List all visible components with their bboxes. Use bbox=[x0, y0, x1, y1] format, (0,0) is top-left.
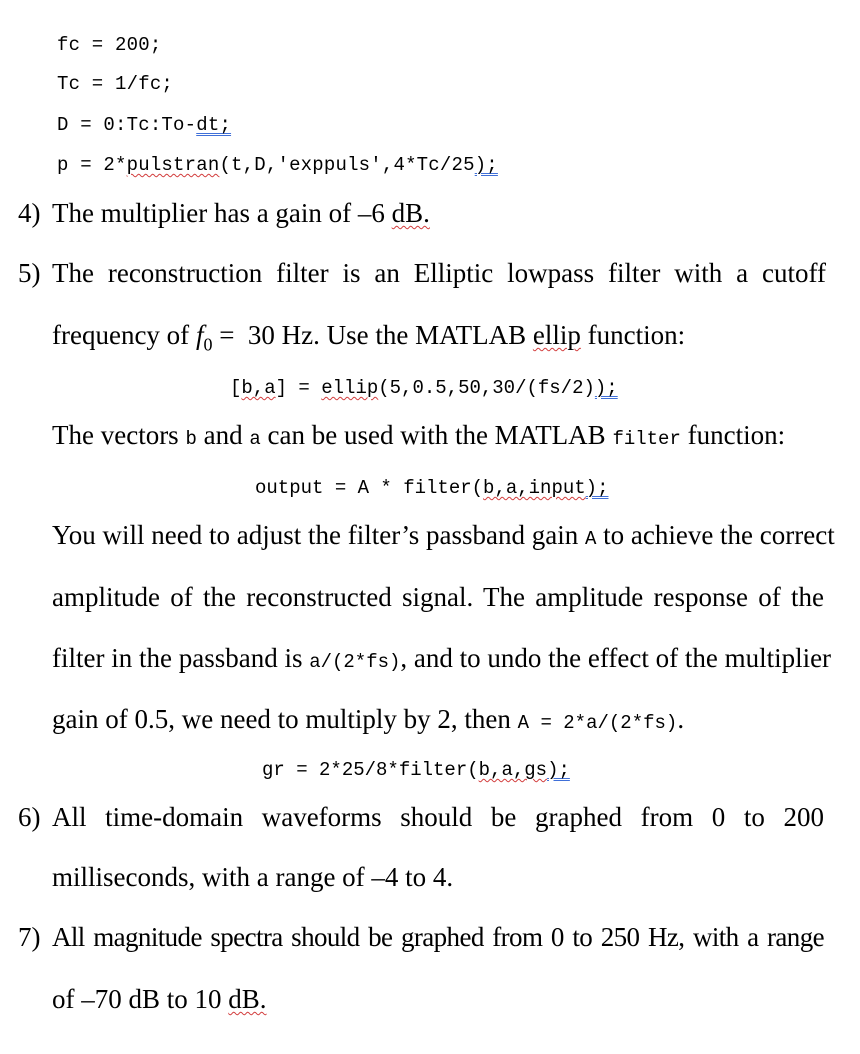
item-text: can be used with the MATLAB bbox=[260, 420, 613, 450]
list-number: 4) bbox=[18, 198, 41, 228]
item-text: All magnitude spectra should be graphed from 0 to 250 Hz, with a range bbox=[52, 922, 824, 952]
item-line bbox=[18, 802, 824, 833]
code-text: [ bbox=[230, 377, 242, 399]
spelling-flag[interactable]: dB. bbox=[228, 984, 267, 1014]
list-item-7 bbox=[18, 922, 824, 953]
inline-code: A = 2*a/(2*fs) bbox=[517, 712, 678, 734]
item-text: amplitude of the reconstructed signal. The amplitude response of the bbox=[52, 582, 824, 612]
code-text: output = A * filter( bbox=[255, 477, 484, 499]
item5-line-vectors bbox=[52, 420, 785, 451]
item-text: and bbox=[196, 420, 250, 450]
item-text: to achieve the correct bbox=[596, 520, 835, 550]
code-line-p bbox=[57, 154, 498, 176]
item-text: The multiplier has a gain of –6 bbox=[52, 198, 392, 228]
subscript: 0 bbox=[203, 334, 213, 355]
item-text: , and to undo the effect of the multiplier bbox=[400, 643, 832, 673]
inline-code: filter bbox=[612, 428, 681, 450]
list-item-5 bbox=[18, 258, 826, 289]
inline-code: a bbox=[249, 428, 261, 450]
item-text: milliseconds, with a range of –4 to 4. bbox=[52, 862, 454, 892]
item-text: function: bbox=[580, 320, 686, 350]
item5-line-frequency bbox=[52, 320, 685, 355]
list-item-4 bbox=[18, 198, 430, 229]
grammar-flag[interactable]: ); bbox=[547, 759, 570, 781]
spelling-flag[interactable]: ellip bbox=[321, 377, 379, 399]
code-text: gr = 2*25/8*filter( bbox=[262, 759, 479, 781]
spelling-flag[interactable]: b,a,input bbox=[483, 477, 586, 499]
grammar-flag[interactable]: ); bbox=[474, 154, 498, 176]
item7-line-2 bbox=[52, 984, 267, 1015]
item-text: All time-domain waveforms should be graphed from 0 to 200 bbox=[52, 802, 824, 832]
code-text: ] = bbox=[275, 377, 322, 399]
code-text: (5,0.5,50,30/(fs/2) bbox=[378, 377, 595, 399]
item-text: The vectors bbox=[52, 420, 186, 450]
code-text: D = 0:Tc:To- bbox=[57, 114, 197, 136]
item-text: = 30 Hz. Use the MATLAB bbox=[212, 320, 533, 350]
spelling-flag[interactable]: b,a,gs bbox=[478, 759, 548, 781]
list-number: 5) bbox=[18, 258, 41, 288]
code-text: p = 2* bbox=[57, 154, 127, 176]
code-line-tc bbox=[57, 73, 173, 95]
spelling-flag[interactable]: b,a bbox=[241, 377, 276, 399]
list-number: 7) bbox=[18, 922, 41, 952]
item-line bbox=[52, 520, 835, 551]
item-line bbox=[52, 643, 832, 674]
item-line bbox=[18, 258, 826, 289]
f0-symbol bbox=[195, 320, 213, 355]
code-line-fc bbox=[57, 34, 161, 56]
item-text: . bbox=[677, 704, 685, 734]
item-text: of –70 dB to 10 bbox=[52, 984, 229, 1014]
spelling-flag[interactable]: dB. bbox=[391, 198, 430, 228]
item-text: The reconstruction filter is an Elliptic lowpass filter with a cutoff bbox=[52, 258, 826, 288]
item5-line-passband bbox=[52, 643, 832, 674]
item-line bbox=[18, 922, 824, 953]
item-text: gain of 0.5, we need to multiply by 2, then bbox=[52, 704, 518, 734]
inline-code: b bbox=[185, 428, 197, 450]
item5-line-adjust bbox=[52, 520, 835, 551]
item-text: filter in the passband is bbox=[52, 643, 310, 673]
inline-code: A bbox=[584, 528, 597, 550]
item5-line-amplitude bbox=[52, 582, 824, 613]
code-line-d bbox=[57, 114, 231, 136]
item5-line-gain bbox=[52, 704, 684, 735]
code-line-ellip bbox=[230, 377, 618, 399]
inline-code: a/(2*fs) bbox=[309, 651, 401, 673]
item-text: frequency of bbox=[52, 320, 196, 350]
list-item-6 bbox=[18, 802, 824, 833]
f-letter: f bbox=[195, 320, 204, 350]
item-text: You will need to adjust the filter’s passband gain bbox=[52, 520, 585, 550]
list-number: 6) bbox=[18, 802, 41, 832]
spelling-flag[interactable]: pulstran bbox=[126, 154, 220, 176]
item-text: function: bbox=[680, 420, 786, 450]
grammar-flag[interactable]: dt; bbox=[196, 114, 232, 136]
code-text: fc = 200; bbox=[57, 34, 162, 56]
code-text: Tc = 1/fc; bbox=[57, 73, 174, 95]
item6-line-2 bbox=[52, 862, 453, 893]
code-line-gr bbox=[262, 759, 570, 781]
spelling-flag[interactable]: ellip bbox=[532, 320, 581, 350]
code-line-output bbox=[255, 477, 608, 499]
code-text: (t,D,'exppuls',4*Tc/25 bbox=[219, 154, 475, 176]
grammar-flag[interactable]: ); bbox=[594, 377, 618, 399]
grammar-flag[interactable]: ); bbox=[585, 477, 609, 499]
